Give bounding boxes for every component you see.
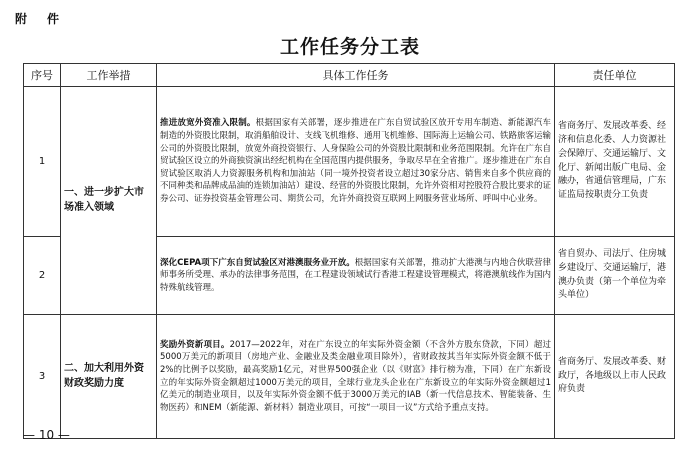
responsible-units: 省商务厅、发展改革委、经济和信息化委、人力资源社会保障厅、交通运输厅、文化厅、新闻出版广电局、金融办，省通信管理局，广东证监局按职责分工负责 — [555, 87, 675, 237]
responsible-units: 省自贸办、司法厅、住房城乡建设厅、交通运输厅，港澳办负责（第一个单位为牵头单位） — [555, 237, 675, 315]
attachment-label: 附 件 — [15, 12, 64, 26]
column-header-task: 具体工作任务 — [157, 64, 555, 87]
row-number: 2 — [24, 237, 61, 315]
task-cell — [157, 87, 555, 237]
measure-cell: 二、加大利用外资财政奖励力度 — [61, 315, 157, 439]
column-header-units: 责任单位 — [555, 64, 675, 87]
task-title: 奖励外资新项目。 — [160, 339, 230, 350]
task-cell — [157, 237, 555, 315]
table-row — [24, 315, 675, 439]
task-cell — [157, 315, 555, 439]
task-title: 推进放宽外资准入限制。 — [160, 118, 256, 129]
task-table — [23, 63, 675, 439]
table-row — [24, 87, 675, 237]
column-header-measure: 工作举措 — [61, 64, 157, 87]
column-header-number: 序号 — [24, 64, 61, 87]
task-body: 2017—2022年，对在广东设立的年实际外资金额（不含外方股东贷款，下同）超过5000万美元的新项目（房地产业、金融业及类金融业项目除外），省财政按其当年实际外资金额不低于2%的比例予以奖励，最高奖励1亿元，对世界500强企业（以《财富》排行榜为准，下同）在广东新设立的年实际外资金额超过1000万美元的项目，全球行业龙头企业在广东新设立的年实际外资金额超过1亿美元的制造业项目，以及年实际外资金额不低于3000万美元的IAB（新一代信息技术、智能装备、生物医药）和NEM（新能源、新材料）制造业项目，可按“一项目一议”方式给予重点支持。 — [160, 339, 551, 413]
measure-cell: 一、进一步扩大市场准入领域 — [61, 87, 157, 315]
row-number: 1 — [24, 87, 61, 237]
responsible-units: 省商务厅、发展改革委、财政厅，各地级以上市人民政府负责 — [555, 315, 675, 439]
page-title: 工作任务分工表 — [279, 36, 420, 58]
task-title: 深化CEPA项下广东自贸试验区对港澳服务业开放。 — [160, 257, 355, 268]
page-number: — 10 — — [23, 428, 70, 442]
row-number: 3 — [24, 315, 61, 439]
task-body: 根据国家有关部署，逐步推进在广东自贸试验区放开专用车制造、新能源汽车制造的外资股比限制，取消船舶设计、支线飞机维修、通用飞机维修、国际海上运输公司、铁路旅客运输公司的外资股比限制，放宽外商投资银行、人身保险公司的外资股比限制和业务范围限制。允许在广东自贸试验区设立的外商独资演出经纪机构在全国范围内提供服务，争取尽早在全省推广。逐步推进在广东自贸试验区取消人力资源服务机构和加油站（同一境外投资者设立超过30家分店、销售来自多个供应商的不同种类和品牌成品油的连锁加油站）建设、经营的外资股比限制，允许外资相对控股符合股比要求的证券公司、证券投资基金管理公司、期货公司，允许外商投资互联网上网服务营业场所、呼叫中心业务。 — [160, 118, 552, 204]
table-header-row — [24, 64, 675, 87]
task-body: 根据国家有关部署，推动扩大港澳与内地合伙联营律师事务所受理、承办的法律事务范围，在工程建设领域试行香港工程建设管理模式，将港澳航线作为国内特殊航线管理。 — [160, 257, 552, 293]
